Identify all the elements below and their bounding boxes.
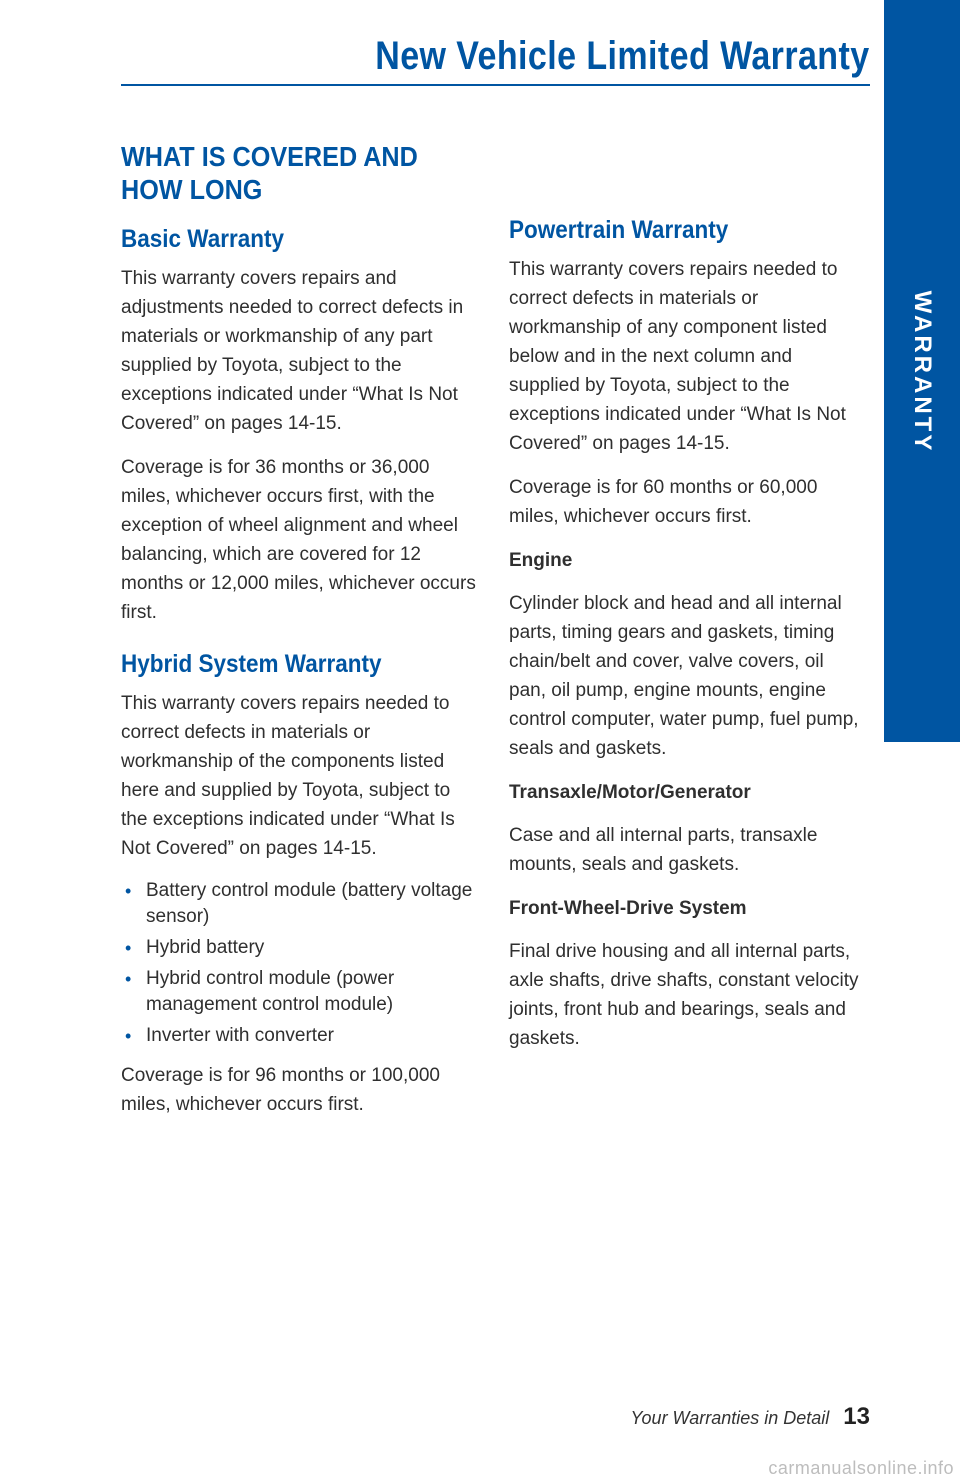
section-side-tab bbox=[884, 0, 960, 742]
bullet-icon: • bbox=[125, 1026, 132, 1046]
list-item: • Hybrid battery bbox=[121, 935, 476, 961]
page-title: New Vehicle Limited Warranty bbox=[375, 34, 870, 78]
hybrid-warranty-description: This warranty covers repairs needed to correct defects in materials or workmanship of the components listed here and supplied by Toyota, subject to the exceptions indicated under “What Is Not Covered” on pages 14-15. bbox=[121, 693, 455, 859]
transaxle-subheading: Transaxle/Motor/Generator bbox=[509, 782, 751, 803]
page-number: 13 bbox=[843, 1403, 870, 1430]
title-divider bbox=[121, 84, 870, 86]
powertrain-warranty-coverage: Coverage is for 60 months or 60,000 miles, whichever occurs first. bbox=[509, 477, 818, 527]
watermark: carmanualsonline.info bbox=[768, 1458, 954, 1478]
bullet-icon: • bbox=[125, 881, 132, 901]
engine-subheading: Engine bbox=[509, 550, 573, 571]
list-item: • Hybrid control module (power management control module) bbox=[125, 968, 395, 1015]
right-column bbox=[509, 215, 859, 1068]
transaxle-coverage-text: Case and all internal parts, transaxle mounts, seals and gaskets. bbox=[509, 825, 818, 875]
bullet-icon: • bbox=[125, 938, 132, 958]
section-heading-line2: HOW LONG bbox=[121, 174, 263, 205]
bullet-icon: • bbox=[125, 969, 132, 989]
basic-warranty-description: This warranty covers repairs and adjustments needed to correct defects in materials or workmanship of any part supplied by Toyota, subject to the exceptions indicated under “What Is Not Covered” on pages 14-15. bbox=[121, 268, 464, 434]
left-column bbox=[121, 140, 476, 1134]
list-item: • Inverter with converter bbox=[121, 1023, 476, 1049]
section-heading-line1: WHAT IS COVERED AND bbox=[121, 141, 418, 172]
engine-coverage-text: Cylinder block and head and all internal parts, timing gears and gaskets, timing chain/belt and cover, valve covers, oil pan, oil pump, engine mounts, engine control computer, water pump, fuel pump, seals and gaskets. bbox=[509, 593, 859, 759]
hybrid-warranty-coverage: Coverage is for 96 months or 100,000 miles, whichever occurs first. bbox=[121, 1065, 440, 1115]
hybrid-warranty-heading: Hybrid System Warranty bbox=[121, 650, 382, 678]
fwd-subheading: Front-Wheel-Drive System bbox=[509, 898, 747, 919]
side-tab-label: WARRANTY bbox=[909, 290, 936, 454]
basic-warranty-heading: Basic Warranty bbox=[121, 225, 284, 253]
list-item: • Battery control module (battery voltage sensor) bbox=[125, 880, 473, 927]
section-heading bbox=[121, 140, 441, 206]
powertrain-warranty-heading: Powertrain Warranty bbox=[509, 216, 729, 244]
fwd-coverage-text: Final drive housing and all internal parts, axle shafts, drive shafts, constant velocity joints, front hub and bearings, seals and gaskets. bbox=[509, 941, 859, 1049]
basic-warranty-coverage: Coverage is for 36 months or 36,000 miles, whichever occurs first, with the exception of wheel alignment and wheel balancing, which are covered for 12 months or 12,000 miles, whichever occurs first. bbox=[121, 457, 476, 623]
powertrain-warranty-description: This warranty covers repairs needed to correct defects in materials or workmanship of any component listed below and in the next column and supplied by Toyota, subject to the exceptions indicated under “What Is Not Covered” on pages 14-15. bbox=[509, 259, 846, 454]
footer-section-title: Your Warranties in Detail bbox=[630, 1408, 830, 1428]
page-footer bbox=[631, 1403, 870, 1431]
hybrid-components-list bbox=[121, 878, 476, 1049]
